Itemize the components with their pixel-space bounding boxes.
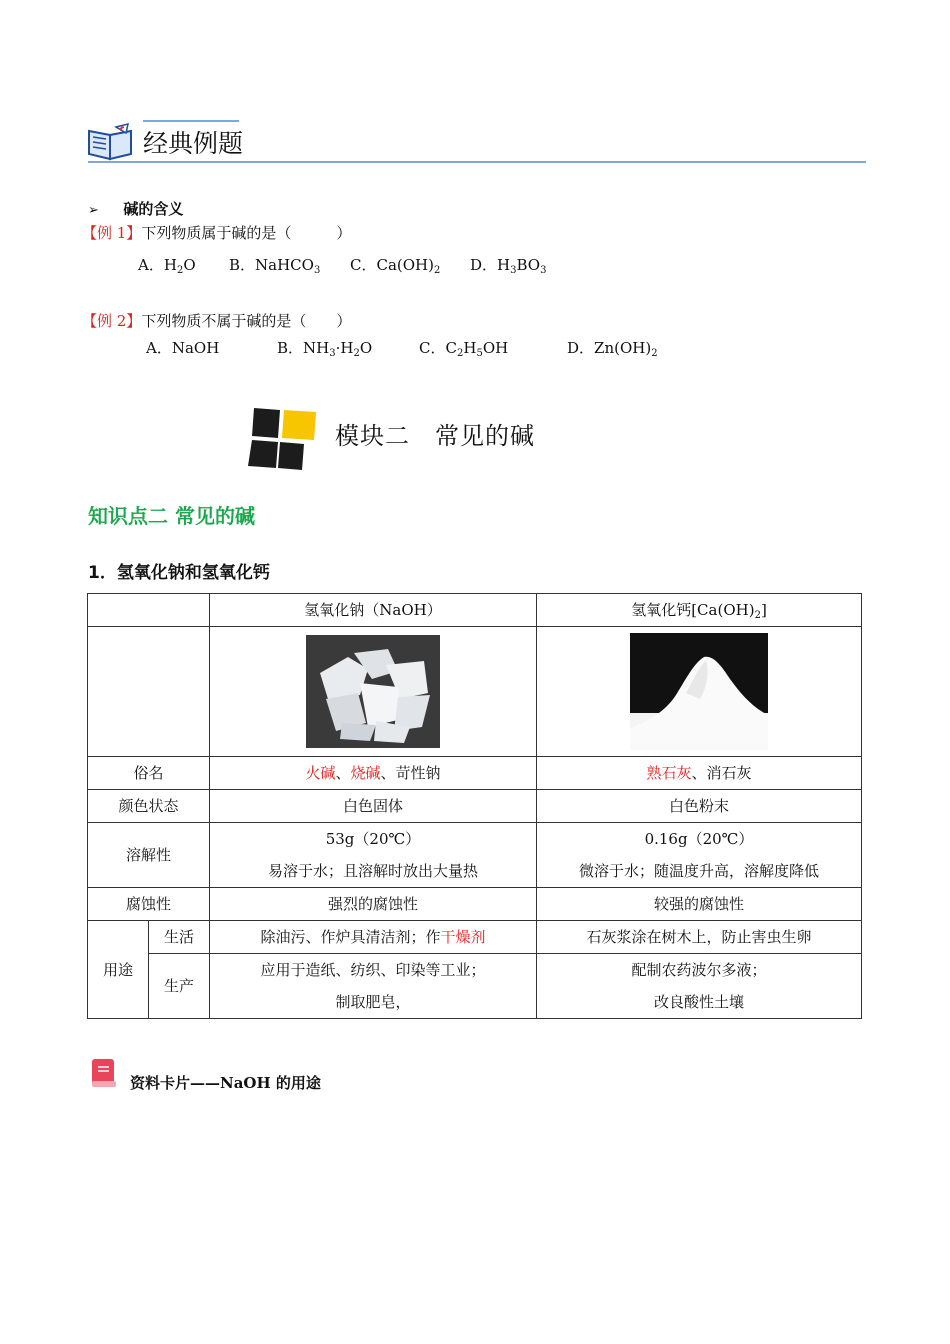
module-title: 模块二 常见的碱 [335,422,535,450]
row-label-solubility: 溶解性 [88,823,210,888]
book-icon [86,121,136,161]
example-1-option-b: B．NaHCO$_3$ [229,256,321,276]
caoh-corrosion: 较强的腐蚀性 [537,888,862,921]
table-image-row [88,627,862,757]
naoh-color: 白色固体 [210,790,537,823]
table-row-color [88,790,862,823]
caoh-use-life: 石灰浆涂在树木上，防止害虫生卵 [537,921,862,954]
caoh-powder-image [630,633,768,750]
naoh-names: 火碱、烧碱、苛性钠 [210,757,537,790]
table-header-row [88,594,862,627]
example-2-option-a: A．NaOH [146,339,220,357]
table-header-empty [88,594,210,627]
example-2-option-b: B．$NH_3\cdot H_2O$ [277,339,373,359]
example-1-tag: 【例 1】 [82,224,142,242]
header-rule [88,161,866,163]
section-header-title: 经典例题 [143,129,244,158]
module-blocks-icon [246,406,320,472]
row-label-life: 生活 [149,921,210,954]
caoh-color: 白色粉末 [537,790,862,823]
caoh-solubility: 0.16g（20℃） 微溶于水；随温度升高，溶解度降低 [537,823,862,888]
row-label-names: 俗名 [88,757,210,790]
caoh-names: 熟石灰、消石灰 [537,757,862,790]
example-1-option-c: C．$Ca(OH)_2$ [350,256,441,276]
example-1-text: 下列物质属于碱的是（ ） [141,224,352,242]
naoh-corrosion: 强烈的腐蚀性 [210,888,537,921]
example-1-question [82,223,351,243]
knowledge-point-title: 知识点二 常见的碱 [88,504,255,528]
caoh-use-production: 配制农药波尔多液； 改良酸性土壤 [537,954,862,1019]
arrow-bullet-icon: ➢ [88,203,99,218]
comparison-table [87,593,862,1019]
data-card-icon [90,1058,118,1088]
header-caoh: 氢氧化钙$[Ca(OH)_2]$ [537,594,862,627]
table-row-use-life [88,921,862,954]
table-row-corrosion [88,888,862,921]
example-1-option-a: A．$H_2O$ [138,256,196,276]
naoh-solubility: 53g（20℃） 易溶于水；且溶解时放出大量热 [210,823,537,888]
example-2-option-c: C．$C_2H_5OH$ [419,339,509,359]
naoh-use-life: 除油污、作炉具清洁剂；作干燥剂 [210,921,537,954]
naoh-use-production: 应用于造纸、纺织、印染等工业； 制取肥皂， [210,954,537,1019]
naoh-image-cell [210,627,537,757]
base-meaning-label: 碱的含义 [123,200,184,218]
row-label-use: 用途 [88,921,149,1019]
data-card-label: 资料卡片——NaOH 的用途 [130,1074,321,1092]
example-2-tag: 【例 2】 [82,312,142,330]
example-2-text: 下列物质不属于碱的是（ ） [141,312,352,330]
table-row-solubility [88,823,862,888]
section-title: 1．氢氧化钠和氢氧化钙 [88,563,270,583]
row-label-corrosion: 腐蚀性 [88,888,210,921]
header-naoh: 氢氧化钠（NaOH） [210,594,537,627]
naoh-flakes-image [306,635,440,748]
example-1-option-d: D．$H_3BO_3$ [470,256,547,276]
caoh-image-cell [537,627,862,757]
table-row-use-production [88,954,862,1019]
header-top-rule [143,120,239,122]
row-label-color: 颜色状态 [88,790,210,823]
example-2-option-d: D．$Zn(OH)_2$ [567,339,658,359]
table-row-names [88,757,862,790]
row-label-production: 生产 [149,954,210,1019]
base-meaning-heading [88,199,183,221]
example-2-question [82,311,351,331]
